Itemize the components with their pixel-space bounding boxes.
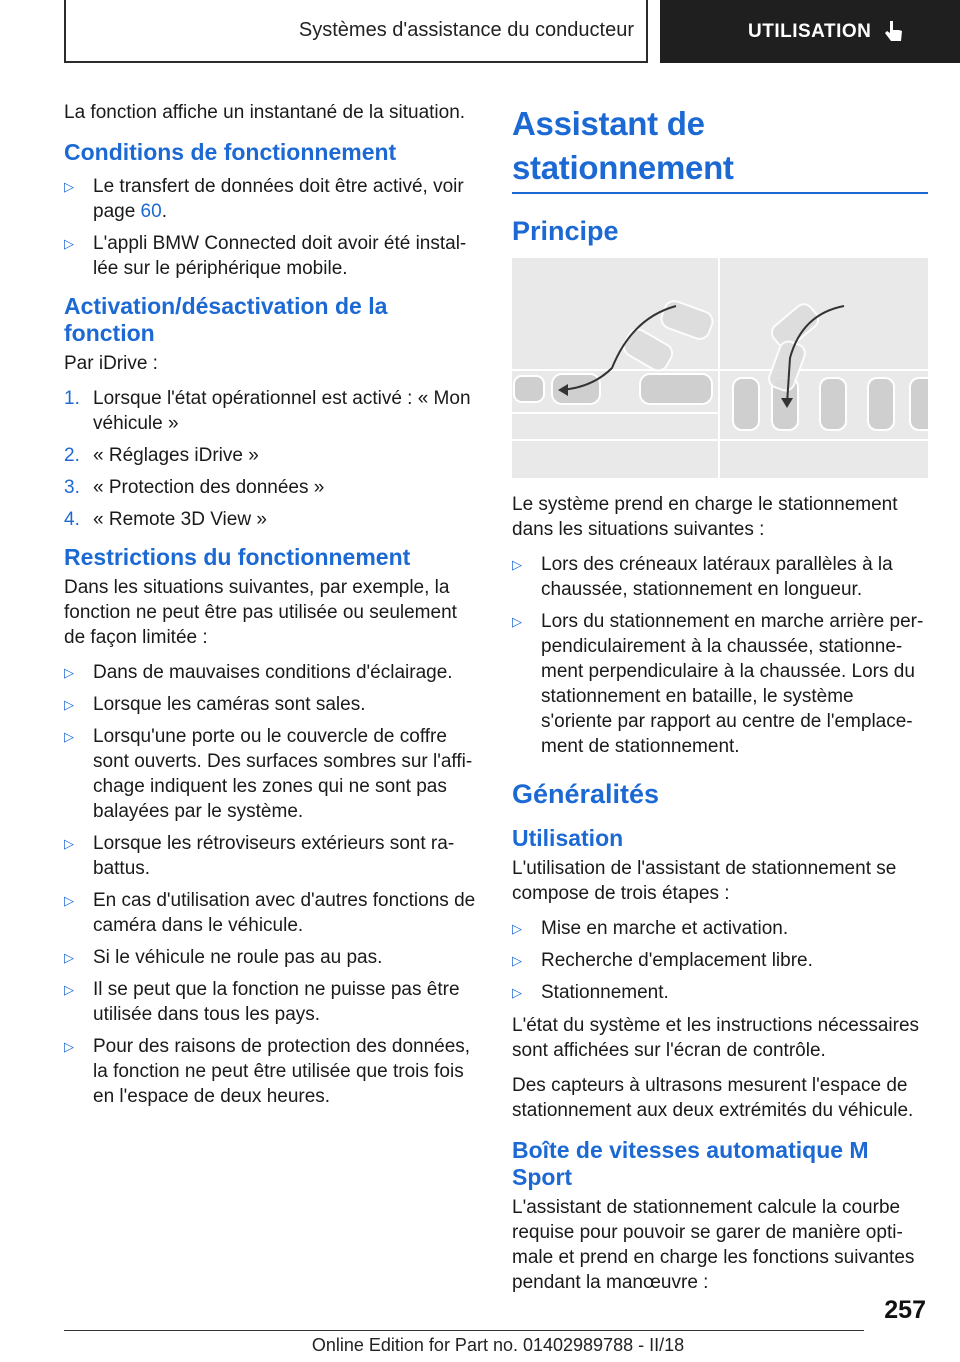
triangle-bullet-icon: ▷ bbox=[64, 1039, 74, 1054]
activation-heading: Activation/désactivation de la fonction bbox=[64, 293, 388, 346]
triangle-bullet-icon: ▷ bbox=[512, 953, 522, 968]
list-item: ▷ Il se peut que la fonction ne puisse pas être utilisée dans tous les pays. bbox=[64, 979, 460, 1025]
page-link[interactable]: 60 bbox=[140, 201, 162, 222]
triangle-bullet-icon: ▷ bbox=[512, 614, 522, 629]
list-item: ▷ Recherche d'emplacement libre. bbox=[512, 950, 813, 971]
list-item: ▷ Lors du stationnement en marche arrière per‐pendiculairement à la chaussée, stationne‐ment perpendiculaire à la chaussée. Lors du stationnement en bataille, le système s'oriente par rapport au centre de l'emplace‐ment de stationnement. bbox=[512, 611, 924, 757]
left-column bbox=[64, 100, 480, 1117]
chapter-tab bbox=[660, 0, 960, 63]
intro-text: La fonction affiche un instantané de la situation. bbox=[64, 102, 466, 123]
list-item: ▷ Dans de mauvaises conditions d'éclairage. bbox=[64, 662, 453, 683]
footer-edition: Online Edition for Part no. 01402989788 - II/18 bbox=[311, 1335, 685, 1355]
hand-pointing-icon bbox=[883, 19, 905, 45]
list-item: ▷ En cas d'utilisation avec d'autres fonctions de caméra dans le véhicule. bbox=[64, 890, 476, 936]
principe-heading: Principe bbox=[512, 216, 619, 246]
steps-list bbox=[64, 386, 480, 532]
list-item: ▷ Pour des raisons de protection des données, la fonction ne peut être utilisée que trois fois en l'espace de deux heures. bbox=[64, 1036, 471, 1107]
list-item: ▷ Lorsque les rétroviseurs extérieurs sont ra‐battus. bbox=[64, 833, 455, 879]
utilisation-intro: L'utilisation de l'assistant de stationnement se compose de trois étapes : bbox=[512, 858, 897, 904]
triangle-bullet-icon: ▷ bbox=[64, 836, 74, 851]
step-item: 1. Lorsque l'état opérationnel est activé : « Mon véhicule » bbox=[64, 388, 471, 434]
triangle-bullet-icon: ▷ bbox=[512, 985, 522, 1000]
running-header bbox=[64, 0, 648, 63]
triangle-bullet-icon: ▷ bbox=[512, 557, 522, 572]
utilisation-heading: Utilisation bbox=[512, 825, 624, 851]
list-item: ▷ Stationnement. bbox=[512, 982, 669, 1003]
step-item: 3. « Protection des données » bbox=[64, 477, 325, 498]
list-item: ▷ Mise en marche et activation. bbox=[512, 918, 789, 939]
list-item: ▷ Le transfert de données doit être activé, voir page 60. bbox=[64, 176, 464, 222]
section-heading: Assistant de stationnement bbox=[512, 102, 928, 194]
list-item: ▷ Lorsque les caméras sont sales. bbox=[64, 694, 366, 715]
sensors-text: Des capteurs à ultrasons mesurent l'espace de stationnement aux deux extrémités du véhicule. bbox=[512, 1075, 914, 1121]
triangle-bullet-icon: ▷ bbox=[64, 665, 74, 680]
footer-divider bbox=[64, 1330, 864, 1331]
chapter-title: UTILISATION bbox=[748, 20, 872, 42]
triangle-bullet-icon: ▷ bbox=[64, 729, 74, 744]
activation-intro: Par iDrive : bbox=[64, 353, 158, 374]
conditions-list bbox=[64, 174, 480, 281]
triangle-bullet-icon: ▷ bbox=[64, 236, 74, 251]
triangle-bullet-icon: ▷ bbox=[64, 950, 74, 965]
page-number: 257 bbox=[884, 1296, 926, 1324]
list-item: ▷ Lors des créneaux latéraux parallèles à la chaussée, stationnement en longueur. bbox=[512, 554, 893, 600]
restrictions-heading: Restrictions du fonctionnement bbox=[64, 544, 411, 570]
generalites-heading: Généralités bbox=[512, 779, 660, 809]
right-column bbox=[512, 100, 928, 1305]
restrictions-list bbox=[64, 660, 480, 1109]
list-item: ▷ L'appli BMW Connected doit avoir été instal‐lée sur le périphérique mobile. bbox=[64, 233, 467, 279]
principe-text: Le système prend en charge le stationnement dans les situations suivantes : bbox=[512, 494, 898, 540]
restrictions-intro: Dans les situations suivantes, par exemple, la fonction ne peut être pas utilisée ou seulement de façon limitée : bbox=[64, 577, 457, 648]
step-item: 4. « Remote 3D View » bbox=[64, 509, 267, 530]
boite-heading: Boîte de vitesses automatique M Sport bbox=[512, 1137, 869, 1190]
conditions-heading: Conditions de fonctionnement bbox=[64, 139, 397, 165]
list-item: ▷ Lorsqu'une porte ou le couvercle de coffre sont ouverts. Des surfaces sombres sur l'affi‐chage indiquent les zones qui ne sont pas balayées par le système. bbox=[64, 726, 473, 822]
list-item: ▷ Si le véhicule ne roule pas au pas. bbox=[64, 947, 383, 968]
triangle-bullet-icon: ▷ bbox=[64, 179, 74, 194]
triangle-bullet-icon: ▷ bbox=[64, 697, 74, 712]
triangle-bullet-icon: ▷ bbox=[64, 893, 74, 908]
utilisation-list bbox=[512, 916, 928, 1005]
boite-text: L'assistant de stationnement calcule la courbe requise pour pouvoir se garer de manière opti‐male et prend en charge les fonctions suivantes pendant la manœuvre : bbox=[512, 1197, 915, 1293]
parking-illustration bbox=[512, 258, 928, 478]
section-title: Systèmes d'assistance du conducteur bbox=[298, 19, 634, 41]
situations-list bbox=[512, 552, 928, 759]
triangle-bullet-icon: ▷ bbox=[64, 982, 74, 997]
triangle-bullet-icon: ▷ bbox=[512, 921, 522, 936]
step-item: 2. « Réglages iDrive » bbox=[64, 445, 259, 466]
system-state-text: L'état du système et les instructions nécessaires sont affichées sur l'écran de contrôle. bbox=[512, 1015, 920, 1061]
